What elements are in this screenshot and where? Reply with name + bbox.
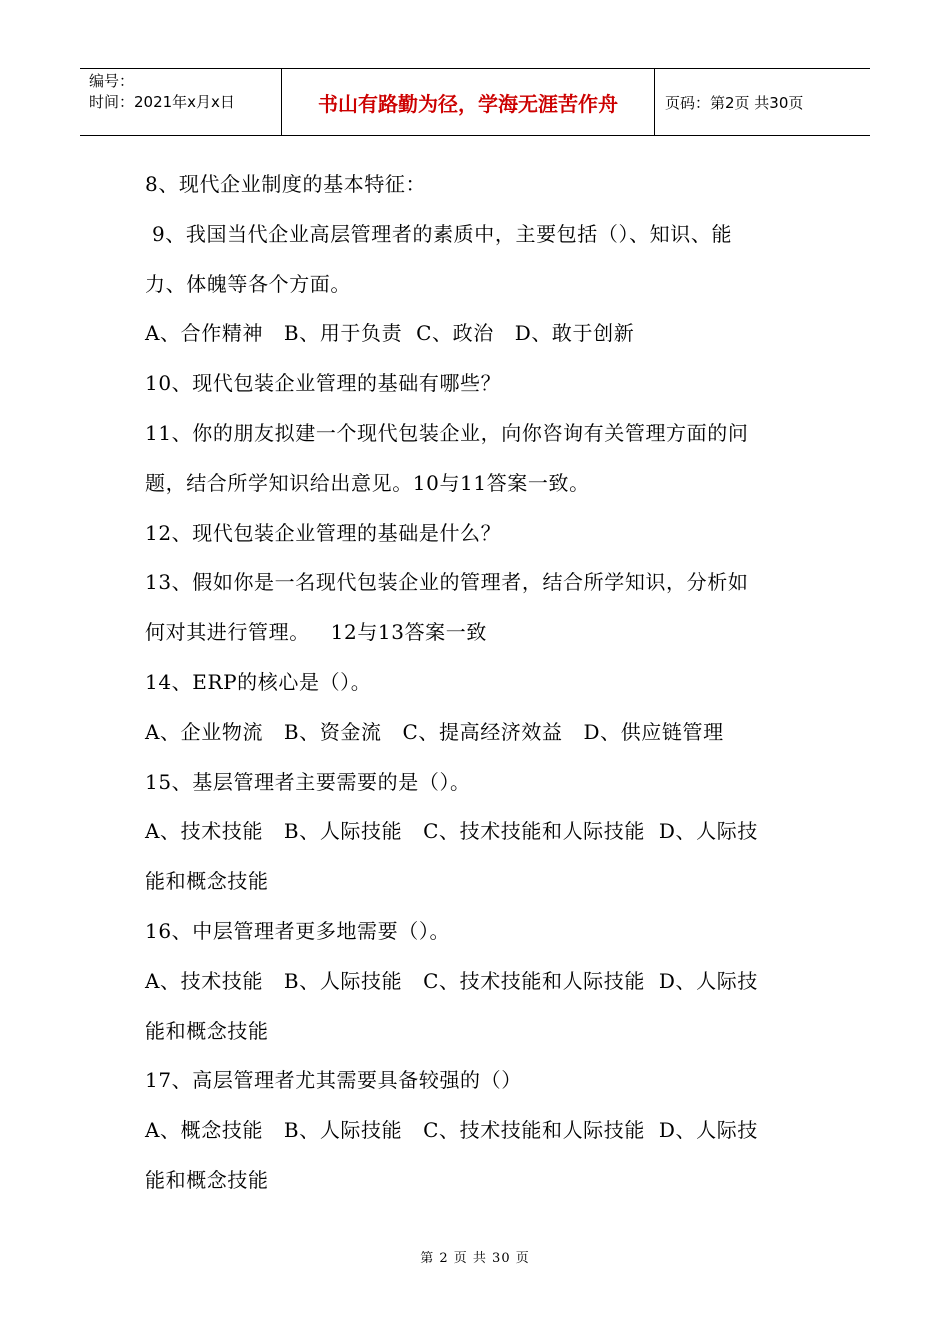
motto-text: 书山有路勤为径，学海无涯苦作舟: [318, 91, 618, 116]
body-line: 16、中层管理者更多地需要（）。: [145, 918, 451, 943]
page-footer: [0, 1247, 950, 1266]
header-page-cell: [655, 69, 870, 135]
body-line: 17、高层管理者尤其需要具备较强的（）: [145, 1068, 522, 1093]
document-body: [145, 160, 810, 1206]
body-line: 14、ERP的核心是（）。: [145, 669, 372, 694]
header-motto-cell: [282, 69, 655, 135]
body-line: 10、现代包装企业管理的基础有哪些？: [145, 371, 502, 396]
document-header: [80, 68, 870, 136]
body-line: 13、假如你是一名现代包装企业的管理者，结合所学知识，分析如: [145, 570, 749, 595]
date-label: 时间：2021年x月x日: [89, 93, 235, 111]
body-line: A、技术技能 B、人际技能 C、技术技能和人际技能 D、人际技: [145, 819, 758, 844]
body-line: 何对其进行管理。 12与13答案一致: [145, 620, 487, 645]
body-line: 能和概念技能: [145, 869, 269, 894]
body-line: 能和概念技能: [145, 1167, 269, 1192]
body-line: 题，结合所学知识给出意见。10与11答案一致。: [145, 470, 590, 495]
page-info: 页码：第2页 共30页: [665, 93, 804, 112]
serial-number-label: 编号：: [89, 72, 135, 90]
header-meta-cell: [80, 69, 282, 135]
body-line: 能和概念技能: [145, 1018, 269, 1043]
body-line: 力、体魄等各个方面。: [145, 271, 351, 296]
body-line: 8、现代企业制度的基本特征：: [145, 172, 427, 196]
body-line: A、合作精神 B、用于负责 C、政治 D、敢于创新: [145, 321, 635, 346]
body-line: 12、现代包装企业管理的基础是什么？: [145, 520, 502, 545]
body-line: A、企业物流 B、资金流 C、提高经济效益 D、供应链管理: [145, 719, 724, 744]
footer-page-number: 第 2 页 共 30 页: [420, 1251, 530, 1266]
body-line: 11、你的朋友拟建一个现代包装企业，向你咨询有关管理方面的问: [145, 420, 749, 445]
body-line: A、技术技能 B、人际技能 C、技术技能和人际技能 D、人际技: [145, 968, 758, 993]
body-line: 9、我国当代企业高层管理者的素质中，主要包括（）、知识、能: [145, 221, 733, 246]
body-line: 15、基层管理者主要需要的是（）。: [145, 769, 471, 794]
body-line: A、概念技能 B、人际技能 C、技术技能和人际技能 D、人际技: [145, 1118, 758, 1143]
